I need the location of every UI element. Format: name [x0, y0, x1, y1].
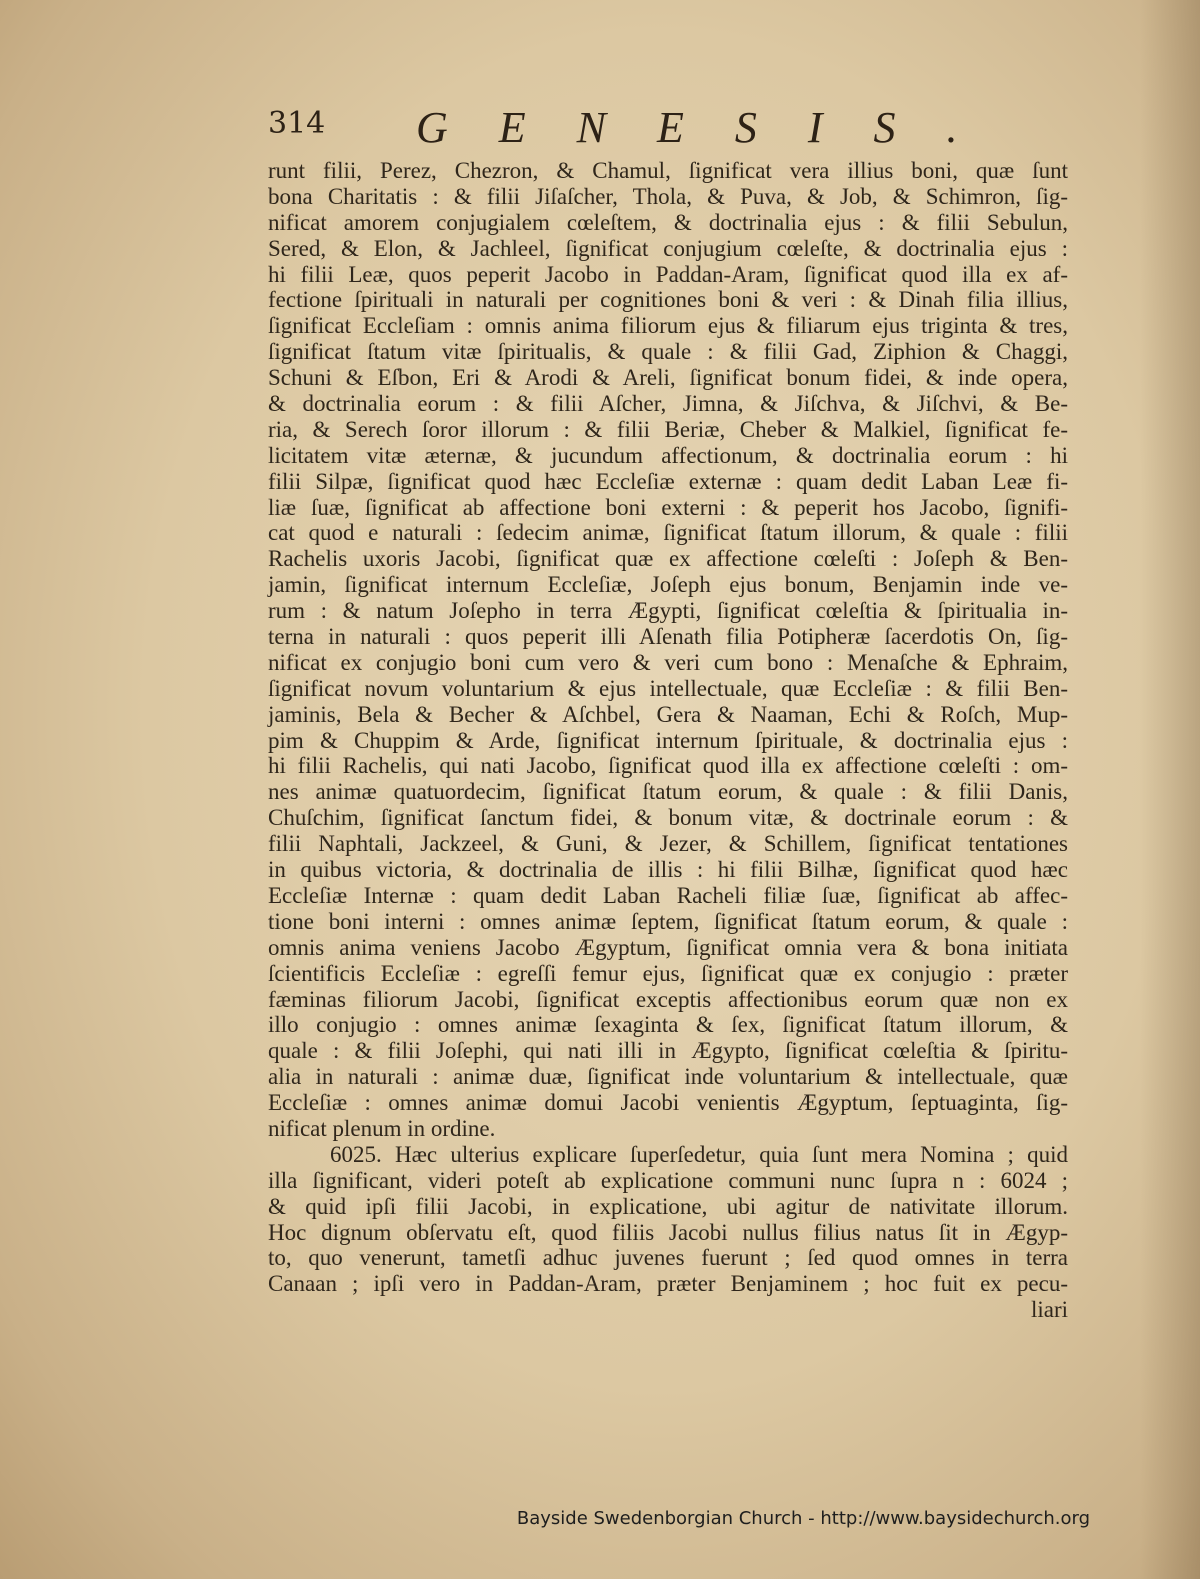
text-line: fectione ſpirituali in naturali per cognitiones boni & veri : & Dinah filia illius,: [268, 287, 1068, 313]
paragraph-6025-line: Canaan ; ipſi vero in Paddan-Aram, præter Benjaminem ; hoc fuit ex pecu-: [268, 1271, 1068, 1297]
text-line: alia in naturali : animæ duæ, ſignificat inde voluntarium & intellectuale, quæ: [268, 1064, 1068, 1090]
text-line: Eccleſiæ Internæ : quam dedit Laban Racheli filiæ ſuæ, ſignificat ab affec-: [268, 882, 1068, 908]
text-line: ſignificat ſtatum vitæ ſpiritualis, & quale : & filii Gad, Ziphion & Chaggi,: [268, 339, 1068, 365]
catchword: liari: [1030, 1297, 1068, 1323]
text-line: runt filii, Perez, Chezron, & Chamul, ſignificat vera illius boni, quæ ſunt: [268, 158, 1068, 183]
text-line: rum : & natum Joſepho in terra Ægypti, ſignificat cœleſtia & ſpiritualia in-: [268, 598, 1068, 624]
text-line: & doctrinalia eorum : & filii Aſcher, Jimna, & Jiſchva, & Jiſchvi, & Be-: [268, 391, 1068, 417]
text-line: jaminis, Bela & Becher & Aſchbel, Gera & Naaman, Echi & Roſch, Mup-: [268, 701, 1068, 727]
text-line: Rachelis uxoris Jacobi, ſignificat quæ ex affectione cœleſti : Joſeph & Ben-: [268, 546, 1068, 572]
text-line: nes animæ quatuordecim, ſignificat ſtatum eorum, & quale : & filii Danis,: [268, 779, 1068, 805]
text-line: omnis anima veniens Jacobo Ægyptum, ſignificat omnia vera & bona initiata: [268, 934, 1068, 960]
running-head: [268, 102, 1048, 156]
text-line: terna in naturali : quos peperit illi Aſenath filia Potipheræ ſacerdotis On, ſig-: [268, 624, 1068, 650]
text-line: filii Naphtali, Jackzeel, & Guni, & Jezer, & Schillem, ſignificat tentationes: [268, 831, 1068, 857]
text-line: cat quod e naturali : ſedecim animæ, ſignificat ſtatum illorum, & quale : filii: [268, 520, 1068, 546]
text-line: filii Silpæ, ſignificat quod hæc Eccleſiæ externæ : quam dedit Laban Leæ fi-: [268, 468, 1068, 494]
text-line: hi filii Leæ, quos peperit Jacobo in Paddan-Aram, ſignificat quod illa ex af-: [268, 261, 1068, 287]
paragraph-6025-line: to, quo venerunt, tametſi adhuc juvenes fuerunt ; ſed quod omnes in terra: [268, 1245, 1068, 1271]
text-line: Eccleſiæ : omnes animæ domui Jacobi venientis Ægyptum, ſeptuaginta, ſig-: [268, 1090, 1068, 1116]
page-edge-shadow: [1140, 0, 1200, 1579]
text-line: Schuni & Eſbon, Eri & Arodi & Areli, ſignificat bonum fidei, & inde opera,: [268, 365, 1068, 391]
text-line: nificat amorem conjugialem cœleſtem, & doctrinalia ejus : & filii Sebulun,: [268, 209, 1068, 235]
text-line: fæminas filiorum Jacobi, ſignificat exceptis affectionibus eorum quæ non ex: [268, 986, 1068, 1012]
running-title: GENESIS.: [416, 103, 1009, 152]
paragraph-6025-line: illa ſignificant, videri poteſt ab explicatione communi nunc ſupra n : 6024 ;: [268, 1167, 1068, 1193]
text-line: ſignificat novum voluntarium & ejus intellectuale, quæ Eccleſiæ : & filii Ben-: [268, 675, 1068, 701]
text-line: hi filii Rachelis, qui nati Jacobo, ſignificat quod illa ex affectione cœleſti : om-: [268, 753, 1068, 779]
text-line: tione boni interni : omnes animæ ſeptem, ſignificat ſtatum eorum, & quale :: [268, 908, 1068, 934]
text-line: quale : & filii Joſephi, qui nati illi in Ægypto, ſignificat cœleſtia & ſpiritu-: [268, 1038, 1068, 1064]
paragraph-6025-line: 6025. Hæc ulterius explicare ſuperſedetur, quia ſunt mera Nomina ; quid: [330, 1141, 1068, 1167]
text-line: ria, & Serech ſoror illorum : & filii Beriæ, Cheber & Malkiel, ſignificat fe-: [268, 416, 1068, 442]
text-line: jamin, ſignificat internum Eccleſiæ, Joſeph ejus bonum, Benjamin inde ve-: [268, 572, 1068, 598]
text-line: illo conjugio : omnes animæ ſexaginta & ſex, ſignificat ſtatum illorum, &: [268, 1012, 1068, 1038]
text-line: liæ ſuæ, ſignificat ab affectione boni externi : & peperit hos Jacobo, ſignifi-: [268, 494, 1068, 520]
text-line: Sered, & Elon, & Jachleel, ſignificat conjugium cœleſte, & doctrinalia ejus :: [268, 235, 1068, 261]
body-text: [268, 158, 1068, 1323]
paragraph-6025-line: & quid ipſi filii Jacobi, in explicatione, ubi agitur de nativitate illorum.: [268, 1193, 1068, 1219]
text-line: in quibus victoria, & doctrinalia de illis : hi filii Bilhæ, ſignificat quod hæc: [268, 857, 1068, 883]
text-line: nificat plenum in ordine.: [268, 1115, 496, 1141]
text-line: Chuſchim, ſignificat ſanctum fidei, & bonum vitæ, & doctrinale eorum : &: [268, 805, 1068, 831]
footer-credit: Bayside Swedenborgian Church - http://www.baysidechurch.org: [516, 1508, 1090, 1529]
page-number: 314: [268, 106, 326, 141]
text-line: pim & Chuppim & Arde, ſignificat internum ſpirituale, & doctrinalia ejus :: [268, 727, 1068, 753]
text-line: ſcientificis Eccleſiæ : egreſſi femur ejus, ſignificat quæ ex conjugio : præter: [268, 960, 1068, 986]
text-line: bona Charitatis : & filii Jiſaſcher, Thola, & Puva, & Job, & Schimron, ſig-: [268, 183, 1068, 209]
paragraph-6025-line: Hoc dignum obſervatu eſt, quod filiis Jacobi nullus filius natus ſit in Ægyp-: [268, 1219, 1068, 1245]
text-line: ſignificat Eccleſiam : omnis anima filiorum ejus & filiarum ejus triginta & tres,: [268, 313, 1068, 339]
text-line: licitatem vitæ æternæ, & jucundum affectionum, & doctrinalia eorum : hi: [268, 442, 1068, 468]
text-line: nificat ex conjugio boni cum vero & veri cum bono : Menaſche & Ephraim,: [268, 649, 1068, 675]
